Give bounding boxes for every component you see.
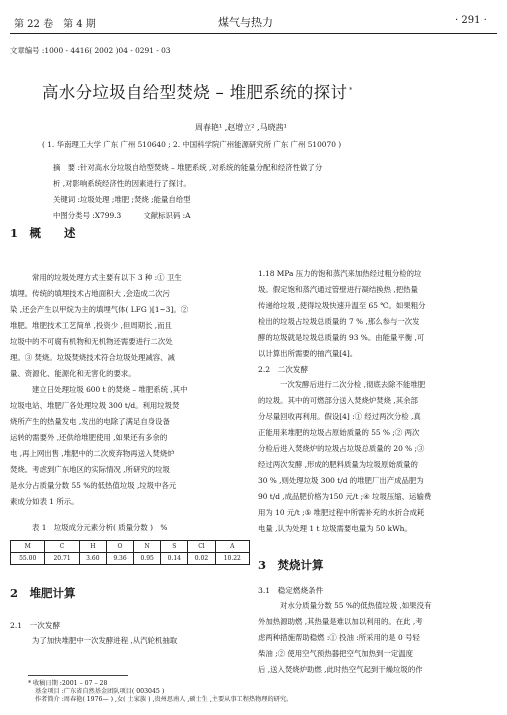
paper-title: [42, 79, 353, 103]
abstract-block: [53, 160, 458, 224]
section-1-paragraph-1: [10, 270, 250, 382]
text-line: 电 ,再上网出售 ,堆肥中的二次废弃物再送入焚烧炉: [10, 449, 175, 458]
text-line: 为了加快堆肥中一次发酵进程 ,从汽轮机抽取: [32, 636, 178, 645]
text-line: 柴油 ;② 使用空气预热器把空气加热到一定温度: [258, 649, 414, 658]
text-line: 的垃圾。其中的可燃部分送入焚烧炉焚烧 ,其余部: [258, 396, 418, 405]
text-line: 垃圾中的不可腐有机物和无机物还需要进行二次处: [10, 337, 173, 346]
table-cell: 0.14: [161, 553, 188, 565]
header-journal-name: 煤气与热力: [218, 16, 273, 29]
section-2-heading: 2 堆肥计算: [10, 586, 76, 600]
text-line: 填埋。传统的填埋技术占地面积大 ,会造成二次污: [10, 289, 170, 298]
table-header-cell: S: [161, 541, 188, 553]
header-rule: [10, 33, 497, 34]
text-line: 焚烧。考虑到广东地区的实际情况 ,所研究的垃圾: [10, 465, 170, 474]
text-line: 烧所产生的热量发电 ,发出的电除了满足自身设备: [10, 417, 170, 426]
subsection-2-1-paragraph: [258, 266, 498, 362]
text-line: 建立日处理垃圾 600 t 的焚烧 – 堆肥系统 ,其中: [32, 385, 188, 394]
keywords-line: 关键词 :垃圾处理 ;堆肥 ;焚烧 ;能量自给型: [53, 195, 191, 204]
text-line: 常用的垃圾处理方式主要有以下 3 种 :① 卫生: [32, 273, 182, 282]
section-3-heading: 3 焚烧计算: [258, 558, 324, 572]
footnote-line: * 收稿日期 :2001 – 07 – 28: [28, 680, 108, 687]
text-line: 一次发酵后进行二次分检 ,彻底去除不能堆肥: [280, 380, 426, 389]
text-line: 分尽量回收再利用。假设[4] :① 经过两次分检 ,真: [258, 412, 421, 421]
section-1-heading: 1 概 述: [10, 226, 76, 240]
table-header-cell: H: [79, 541, 106, 553]
text-line: 酵的垃圾就是垃圾总质量的 93 %。由能量平衡 ,可: [258, 333, 425, 342]
footnote-block: [28, 680, 488, 705]
table-header-cell: Cl: [188, 541, 215, 553]
text-line: 经过两次发酵 ,形成的肥料质量为垃圾原始质量的: [258, 460, 418, 469]
section-1-paragraph-2: [10, 382, 250, 510]
title-footnote-mark: *: [349, 86, 353, 94]
classification-line: 中图分类号 :X799.3 文献标识码 :A: [53, 211, 191, 220]
table-header-row: [11, 541, 250, 553]
table-cell: 0.95: [134, 553, 161, 565]
subsection-2-1-heading: 2.1 一次发酵: [10, 621, 61, 630]
text-line: 分检后进入焚烧炉的垃圾占垃圾总质量的 20 % ;③: [258, 444, 425, 453]
text-line: 对水分质量分数 55 %的低热值垃圾 ,如果没有: [280, 601, 432, 610]
table-header-cell: N: [134, 541, 161, 553]
text-line: 后 ,送入焚烧炉助燃 ,此时热空气起到干燥垃圾的作: [258, 665, 423, 674]
table-header-cell: O: [106, 541, 133, 553]
table-cell: 55.00: [11, 553, 45, 565]
text-line: 量、资源化、能源化和无害化的要求。: [10, 369, 136, 378]
text-line: 圾。假定饱和蒸汽通过管壁进行凝结换热 ,把热量: [258, 285, 418, 294]
paper-title-text: 高水分垃圾自给型焚烧 – 堆肥系统的探讨: [42, 83, 348, 102]
table-header-cell: M: [11, 541, 45, 553]
table-cell: 10.22: [215, 553, 249, 565]
left-column: [10, 220, 250, 649]
text-line: 染 ,还会产生以甲烷为主的填埋气体( LFG )[1~3]。②: [10, 305, 189, 314]
text-line: 正能用来堆肥的垃圾占原始质量的 55 % ;② 两次: [258, 428, 420, 437]
table-cell: 0.02: [188, 553, 215, 565]
article-id: 文章编号 :1000 - 4416( 2002 )04 - 0291 - 03: [10, 46, 171, 55]
subsection-2-2-heading: 2.2 二次发酵: [258, 365, 309, 374]
table-cell: 3.60: [79, 553, 106, 565]
table-1-caption: 表 1 垃圾成分元素分析( 质量分数 ) %: [32, 523, 168, 532]
text-line: 检出的垃圾占垃圾总质量的 7 % ,那么参与一次发: [258, 317, 420, 326]
abstract-line: 摘 要 :针对高水分垃圾自给型焚烧 – 堆肥系统 ,对系统的能量分配和经济性做了分: [53, 163, 323, 172]
table-cell: 9.36: [106, 553, 133, 565]
author-list: 周春艳¹ ,赵增立² ,马晓茜¹: [195, 123, 287, 132]
right-column: [258, 266, 498, 678]
table-cell: 20.71: [45, 553, 79, 565]
footnote-line: 基金项目 :广东省自然基金团队项目( 003045 ): [35, 688, 165, 696]
text-line: 以计算出所需要的抽汽量[4]。: [258, 349, 358, 358]
text-line: 30 % ,则处理垃圾 300 t/d 的堆肥厂出产成品肥为: [258, 476, 424, 485]
text-line: 用为 10 元/t ;⑤ 堆肥过程中所需补充的水折合成耗: [258, 508, 425, 517]
text-line: 理。③ 焚烧。垃圾焚烧技术符合垃圾处理减容、减: [10, 353, 175, 362]
table-header-cell: C: [45, 541, 79, 553]
subsection-2-2-paragraph: [258, 377, 498, 537]
subsection-3-1-paragraph: [258, 598, 498, 678]
text-line: 电量 ,认为处理 1 t 垃圾需要电量为 50 kWh。: [258, 524, 412, 533]
text-line: 运转的需要外 ,还供给堆肥使用 ,如果还有多余的: [10, 433, 168, 442]
footnote-rule: [28, 675, 128, 676]
table-1: [10, 540, 250, 565]
text-line: 外加热源助燃 ,其热量是难以加以利用的。在此 ,考: [258, 617, 423, 626]
author-affiliation: ( 1. 华南理工大学 广东 广州 510640 ; 2. 中国科学院广州能源研究所 广东 广州 510070 ): [42, 140, 342, 149]
text-line: 传递给垃圾 ,使得垃圾快速升温至 65 ℃。如果粗分: [258, 301, 426, 310]
table-row: [11, 553, 250, 565]
subsection-3-1-heading: 3.1 稳定燃烧条件: [258, 586, 324, 595]
abstract-line: 析 ,对影响系统经济性的因素进行了探讨。: [53, 179, 191, 188]
header-page-number: · 291 ·: [455, 15, 487, 26]
text-line: 垃圾电站、堆肥厂各处理垃圾 300 t/d。利用垃圾焚: [10, 401, 180, 410]
text-line: 堆肥。堆肥技术工艺简单 ,投资少 ,但周期长 ,而且: [10, 321, 172, 330]
text-line: 1.18 MPa 压力的饱和蒸汽来加热经过粗分检的垃: [258, 269, 422, 278]
table-header-cell: A: [215, 541, 249, 553]
footnote-line: 作者简介 :周春艳( 1976— ) ,女( 土家族 ) ,贵州思南人 ,硕士生 ,主要从事工程热物理的研究。: [35, 696, 293, 704]
text-line: 是水分占质量分数 55 %的低热值垃圾 ,垃圾中各元: [10, 481, 177, 490]
text-line: 虑两种措施帮助稳燃 :① 投油 :所采用的是 0 号轻: [258, 633, 420, 642]
header-volume-issue: 第 22 卷 第 4 期: [14, 19, 96, 30]
text-line: 90 t/d ,成品肥价格为150 元/t ;④ 垃圾压缩、运输费: [258, 492, 432, 501]
text-line: 素成分如表 1 所示。: [10, 497, 79, 506]
